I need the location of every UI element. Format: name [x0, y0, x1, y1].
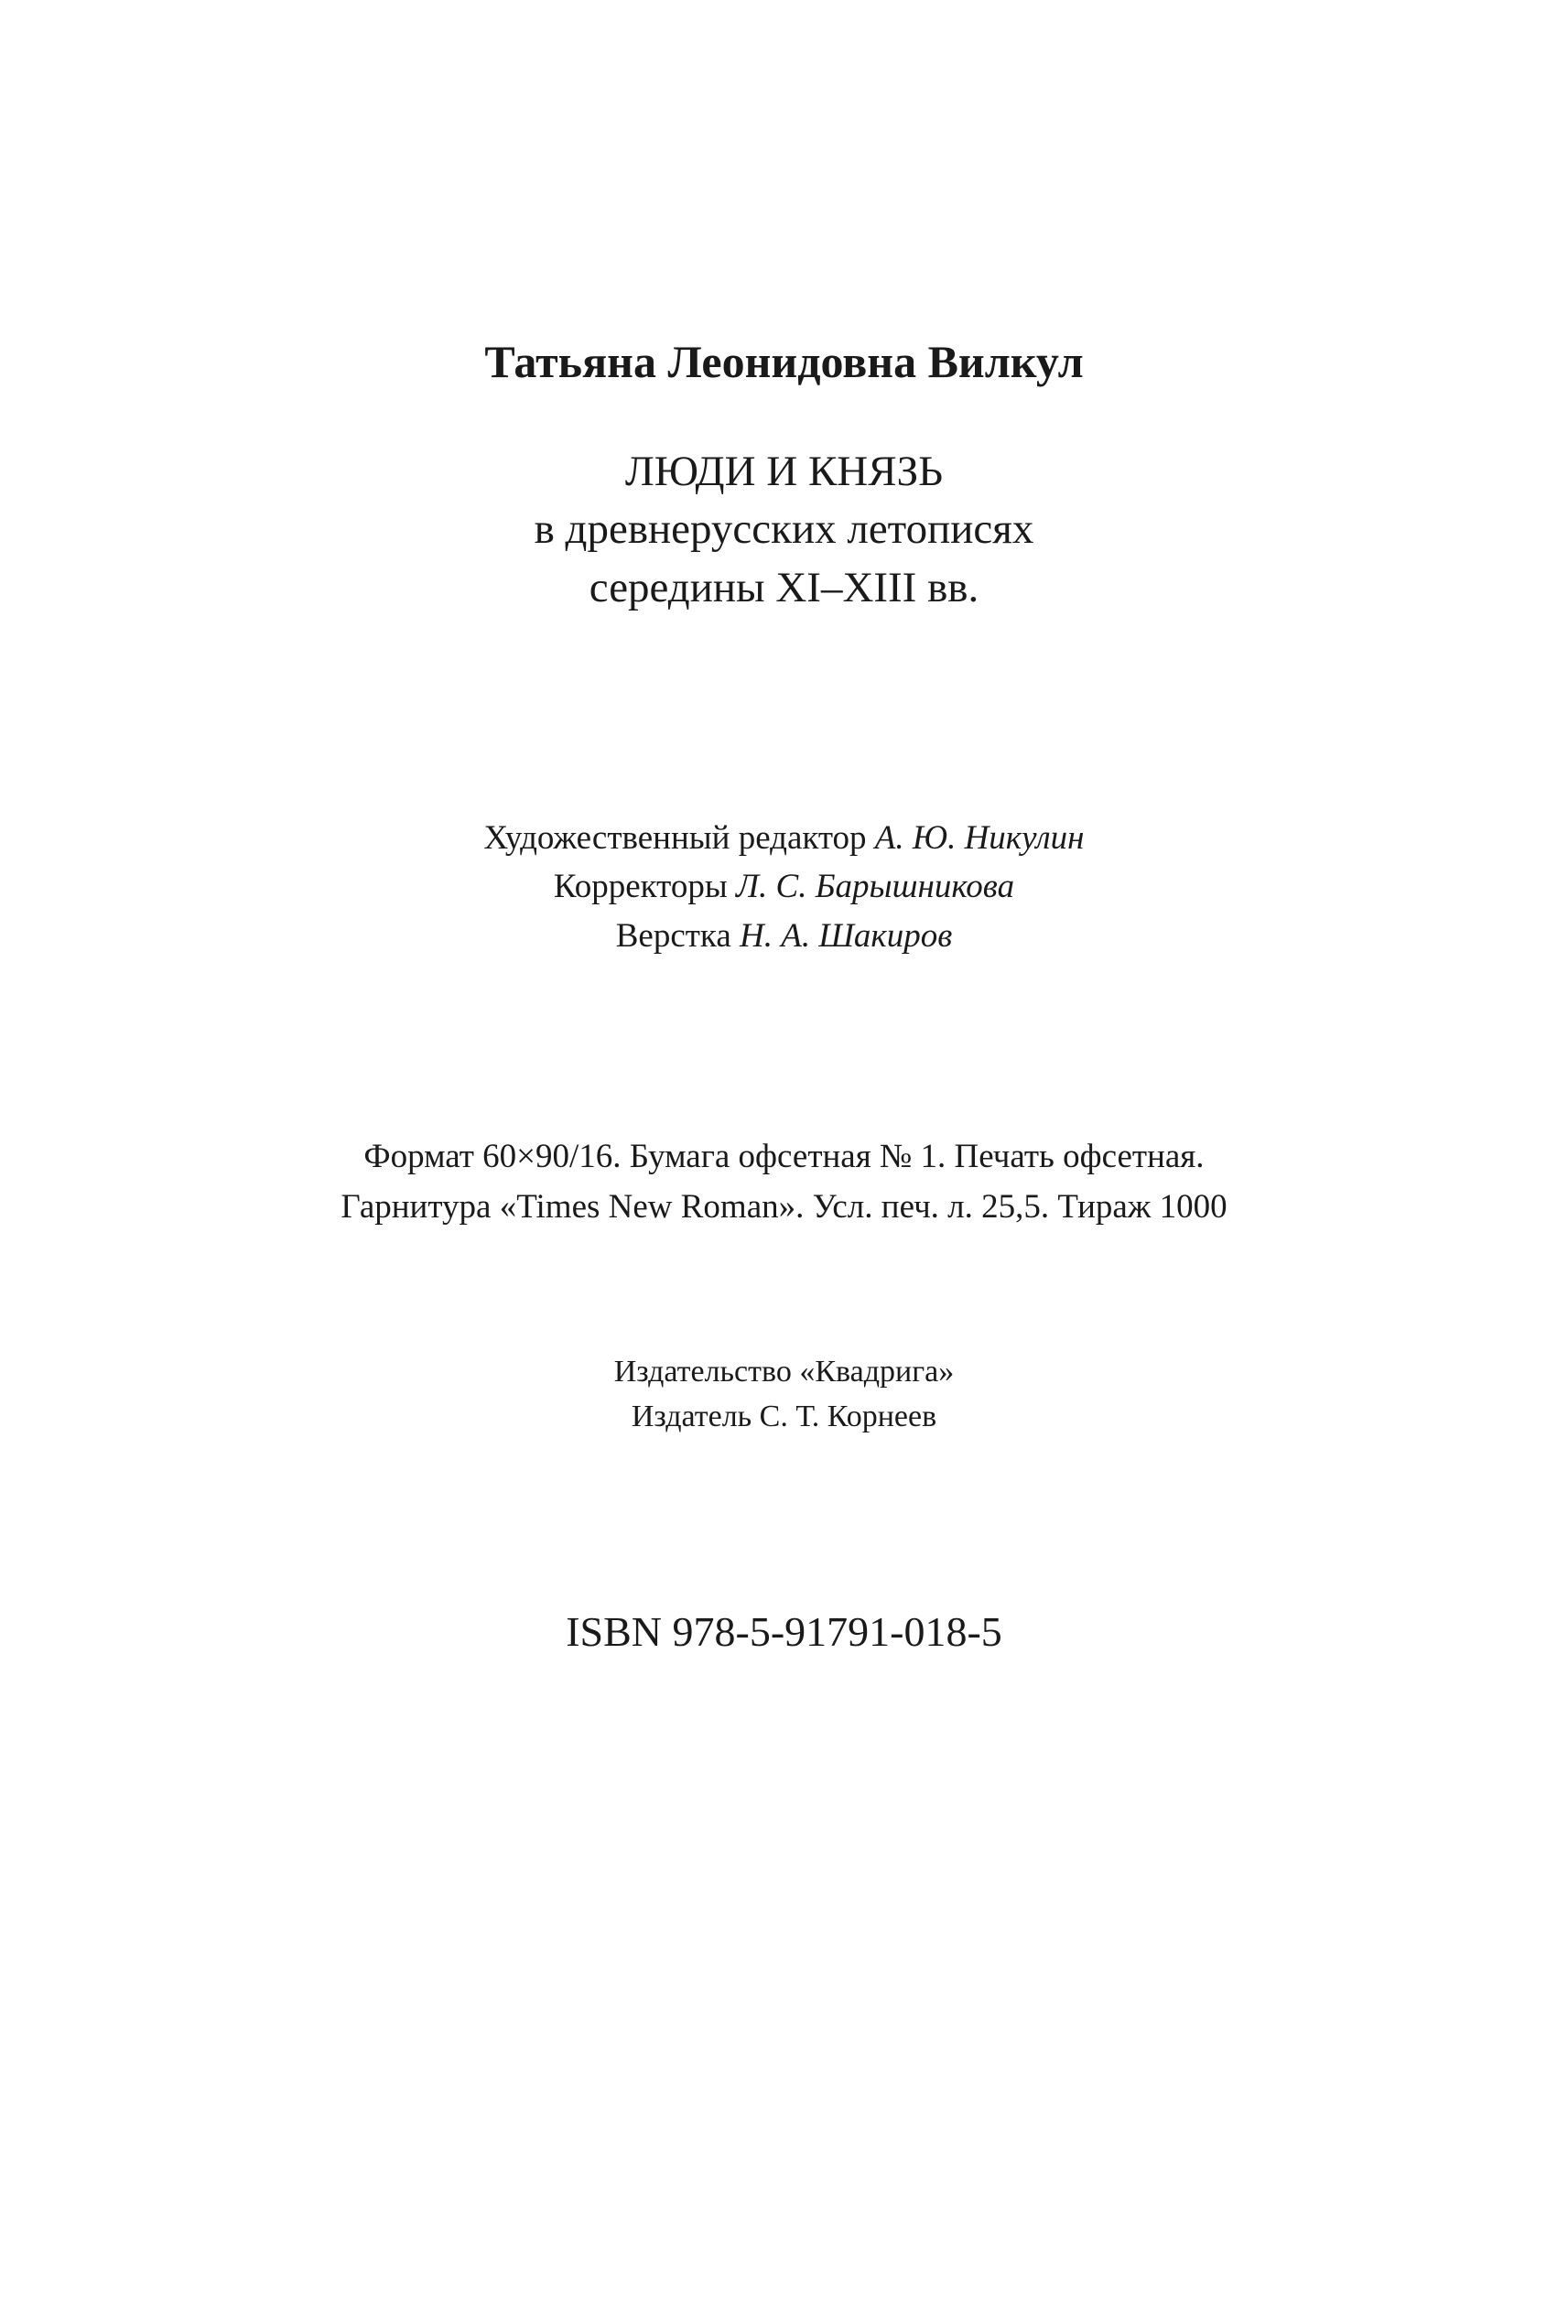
credit-person: Л. С. Барышникова	[735, 868, 1015, 905]
book-title: ЛЮДИ И КНЯЗЬ	[624, 448, 944, 495]
credit-person: А. Ю. Никулин	[874, 819, 1085, 857]
credit-art-editor	[0, 821, 1568, 855]
book-subtitle-line-1: в древнерусских летописях	[534, 505, 1034, 553]
credit-role: Верстка	[615, 917, 731, 955]
credit-role: Художественный редактор	[483, 819, 867, 857]
credit-person: Н. А. Шакиров	[740, 917, 953, 955]
book-subtitle-line-2: середины XI–XIII вв.	[589, 564, 979, 611]
author-name: Татьяна Леонидовна Вилкул	[484, 336, 1084, 387]
credit-layout	[0, 919, 1568, 953]
print-typeface-line: Гарнитура «Times New Roman». Усл. печ. л. 25,5. Тираж 1000	[341, 1188, 1227, 1226]
print-format-line: Формат 60×90/16. Бумага офсетная № 1. Печать офсетная.	[363, 1138, 1205, 1175]
isbn: ISBN 978-5-91791-018-5	[566, 1608, 1002, 1655]
credit-proofreaders	[0, 870, 1568, 903]
credit-role: Корректоры	[553, 868, 728, 905]
publishing-house: Издательство «Квадрига»	[613, 1355, 955, 1389]
publisher-name: Издатель С. Т. Корнеев	[631, 1400, 937, 1433]
